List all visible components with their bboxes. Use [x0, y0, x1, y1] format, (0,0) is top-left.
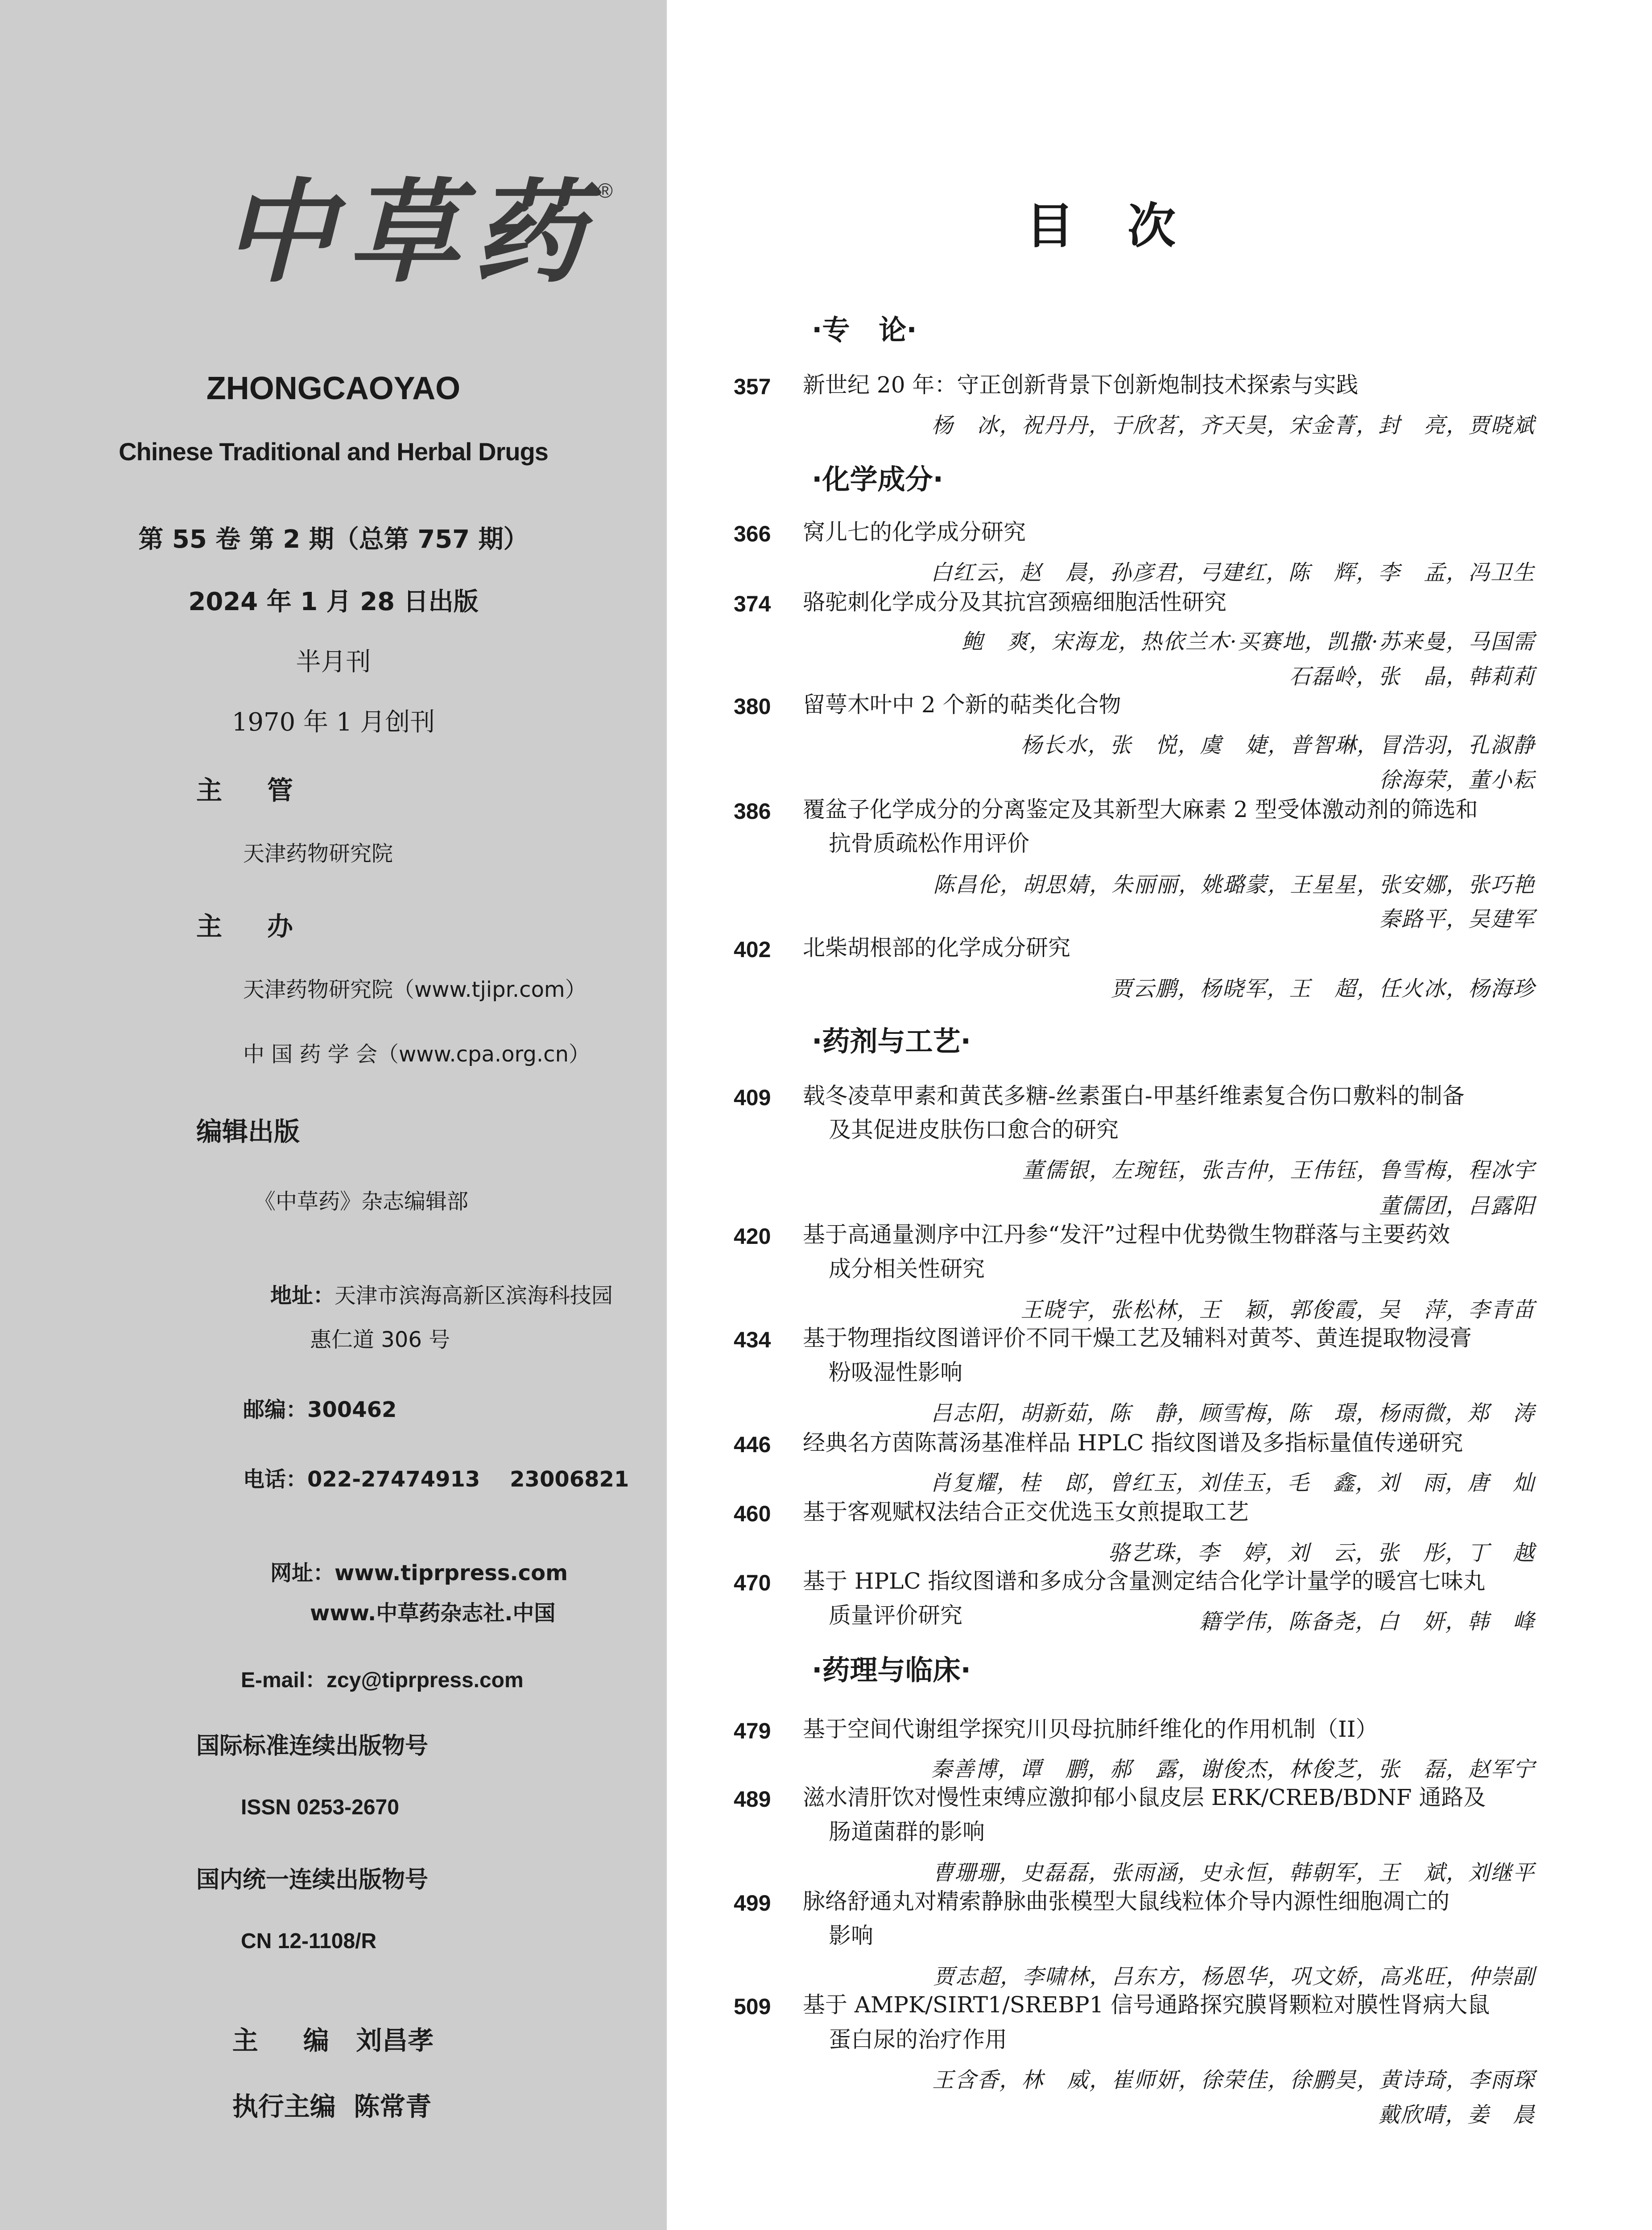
sponsor-label: 主 办	[196, 911, 293, 942]
issue-info: 第 55 卷 第 2 期（总第 757 期）	[138, 525, 529, 554]
logo-char: 草	[348, 166, 464, 297]
toc-authors: 骆艺珠，李 婷，刘 云，张 彤，丁 越	[1108, 1540, 1535, 1565]
toc-authors: 白红云，赵 晨，孙彦君，弓建红，陈 辉，李 孟，冯卫生	[930, 560, 1535, 585]
sponsor-1: 天津药物研究院（www.tjipr.com）	[243, 977, 586, 1002]
toc-article-title[interactable]: 基于空间代谢组学探究川贝母抗肺纤维化的作用机制（II）	[803, 1716, 1378, 1742]
toc-authors: 石磊岭，张 晶，韩莉莉	[1289, 664, 1535, 689]
executive-editor-name: 陈常青	[354, 2091, 432, 2122]
frequency: 半月刊	[296, 648, 371, 677]
toc-authors: 秦路平，吴建军	[1379, 907, 1535, 932]
toc-article-title[interactable]: 基于高通量测序中江丹参“发汗”过程中优势微生物群落与主要药效	[803, 1222, 1450, 1247]
founded-date: 1970 年 1 月创刊	[231, 708, 435, 737]
address	[243, 1253, 613, 1334]
toc-authors: 吕志阳，胡新茹，陈 静，顾雪梅，陈 璟，杨雨微，郑 涛	[930, 1401, 1535, 1426]
toc-page-number[interactable]: 509	[734, 1994, 771, 2019]
toc-article-title[interactable]: 基于 HPLC 指纹图谱和多成分含量测定结合化学计量学的暖宫七味丸	[803, 1568, 1486, 1594]
toc-authors: 杨 冰，祝丹丹，于欣茗，齐天昊，宋金菁，封 亮，贾晓斌	[931, 413, 1535, 438]
postcode: 邮编：300462	[243, 1397, 397, 1422]
toc-article-title[interactable]: 脉络舒通丸对精索静脉曲张模型大鼠线粒体介导内源性细胞凋亡的	[803, 1888, 1450, 1914]
toc-authors: 杨长水，张 悦，虞 婕，普智琳，冒浩羽，孔淑静	[1020, 733, 1535, 758]
toc-page-number[interactable]: 366	[734, 521, 771, 546]
website-link-1[interactable]: www.tiprpress.com	[335, 1561, 568, 1586]
toc-article-title[interactable]: 基于物理指纹图谱评价不同干燥工艺及辅料对黄芩、黄连提取物浸膏	[803, 1325, 1472, 1351]
toc-authors: 王晓宇，张松林，王 颖，郭俊霞，吴 萍，李青苗	[1020, 1297, 1535, 1322]
section-heading: ·专 论·	[812, 314, 917, 346]
toc-page-number[interactable]: 446	[734, 1432, 771, 1457]
toc-article-title[interactable]: 覆盆子化学成分的分离鉴定及其新型大麻素 2 型受体激动剂的筛选和	[803, 797, 1478, 822]
toc-authors: 董儒团，吕露阳	[1379, 1193, 1535, 1218]
toc-page-number[interactable]: 386	[734, 799, 771, 824]
toc-page-number[interactable]: 402	[734, 937, 771, 962]
issn: ISSN 0253-2670	[241, 1796, 399, 1819]
english-subtitle: Chinese Traditional and Herbal Drugs	[119, 438, 548, 466]
cn-number: CN 12-1108/R	[241, 1929, 377, 1953]
address-line-2: 惠仁道 306 号	[310, 1327, 450, 1352]
toc-article-title[interactable]: 载冬凌草甲素和黄芪多糖-丝素蛋白-甲基纤维素复合伤口敷料的制备	[803, 1083, 1465, 1109]
address-line-1: 天津市滨海高新区滨海科技园	[335, 1283, 613, 1308]
journal-logo	[223, 161, 613, 303]
toc-authors: 肖复耀，桂 郎，曾红玉，刘佳玉，毛 鑫，刘 雨，唐 灿	[929, 1470, 1535, 1495]
publication-date: 2024 年 1 月 28 日出版	[188, 587, 479, 616]
toc-article-title[interactable]: 北柴胡根部的化学成分研究	[803, 935, 1070, 961]
cn-label: 国内统一连续出版物号	[196, 1867, 429, 1893]
toc-article-title[interactable]: 滋水清肝饮对慢性束缚应激抑郁小鼠皮层 ERK/CREB/BDNF 通路及	[803, 1784, 1486, 1810]
toc-article-title[interactable]: 基于客观赋权法结合正交优选玉女煎提取工艺	[803, 1499, 1249, 1525]
toc-page-number[interactable]: 470	[734, 1570, 771, 1595]
toc-authors: 王含香，林 威，崔师妍，徐荣佳，徐鹏昊，黄诗琦，李雨琛	[932, 2068, 1535, 2093]
toc-article-title-cont[interactable]: 粉吸湿性影响	[829, 1359, 962, 1385]
toc-article-title[interactable]: 基于 AMPK/SIRT1/SREBP1 信号通路探究膜肾颗粒对膜性肾病大鼠	[803, 1992, 1490, 2018]
toc-authors: 董儒银，左琬钰，张吉仲，王伟钰，鲁雪梅，程冰宇	[1022, 1158, 1535, 1183]
section-heading: ·化学成分·	[812, 463, 944, 496]
section-heading: ·药理与临床·	[812, 1654, 971, 1686]
website-label: 网址：	[270, 1561, 335, 1586]
website-link-2[interactable]: www.中草药杂志社.中国	[310, 1601, 556, 1626]
toc-article-title-cont[interactable]: 抗骨质疏松作用评价	[829, 830, 1029, 856]
toc-article-title-cont[interactable]: 成分相关性研究	[829, 1256, 985, 1282]
toc-article-title-cont[interactable]: 及其促进皮肤伤口愈合的研究	[829, 1117, 1119, 1143]
logo-char: 药	[473, 166, 589, 297]
toc-authors: 籍学伟，陈备尧，白 妍，韩 峰	[1199, 1609, 1535, 1634]
toc-article-title[interactable]: 新世纪 20 年：守正创新背景下创新炮制技术探索与实践	[803, 372, 1359, 398]
toc-page-number[interactable]: 460	[734, 1501, 771, 1526]
toc-authors: 戴欣晴，姜 晨	[1378, 2102, 1535, 2127]
supervisor: 天津药物研究院	[243, 841, 393, 866]
toc-article-title-cont[interactable]: 质量评价研究	[829, 1602, 962, 1628]
toc-authors: 陈昌伦，胡思婧，朱丽丽，姚璐蒙，王星星，张安娜，张巧艳	[933, 872, 1535, 897]
toc-page-number[interactable]: 380	[734, 694, 771, 719]
toc-article-title-cont[interactable]: 影响	[829, 1923, 873, 1949]
toc-article-title[interactable]: 留萼木叶中 2 个新的萜类化合物	[803, 692, 1121, 718]
toc-title: 目次	[1026, 198, 1230, 254]
toc-article-title-cont[interactable]: 蛋白尿的治疗作用	[829, 2027, 1007, 2052]
toc-page-number[interactable]: 499	[734, 1891, 771, 1916]
executive-editor	[196, 2055, 431, 2153]
toc-authors: 曹珊珊，史磊磊，张雨涵，史永恒，韩朝军，王 斌，刘继平	[932, 1860, 1535, 1885]
toc-page-number[interactable]: 434	[734, 1327, 771, 1352]
section-heading: ·药剂与工艺·	[812, 1025, 971, 1057]
email-link[interactable]: E-mail：zcy@tiprpress.com	[241, 1668, 524, 1692]
issn-label: 国际标准连续出版物号	[196, 1733, 429, 1759]
chief-editor-label: 主 编	[232, 2025, 329, 2056]
toc-article-title[interactable]: 骆驼刺化学成分及其抗宫颈癌细胞活性研究	[803, 589, 1227, 615]
chief-editor-name: 刘昌孝	[356, 2025, 434, 2056]
english-title: ZHONGCAOYAO	[206, 371, 461, 406]
executive-editor-label: 执行主编	[232, 2091, 336, 2122]
address-label: 地址：	[270, 1283, 335, 1308]
toc-authors: 鲍 爽，宋海龙，热依兰木·买赛地，凯撒·苏来曼，马国需	[961, 629, 1535, 654]
toc-authors: 秦善博，谭 鹏，郝 露，谢俊杰，林俊芝，张 磊，赵军宁	[930, 1757, 1535, 1782]
journal-info-panel	[0, 0, 667, 2230]
toc-article-title[interactable]: 经典名方茵陈蒿汤基准样品 HPLC 指纹图谱及多指标量值传递研究	[803, 1430, 1463, 1456]
toc-authors: 贾志超，李啸林，吕东方，杨恩华，巩文娇，高兆旺，仲崇副	[933, 1964, 1535, 1989]
toc-article-title-cont[interactable]: 肠道菌群的影响	[829, 1819, 985, 1845]
toc-page-number[interactable]: 479	[734, 1718, 771, 1743]
toc-page-number[interactable]: 357	[734, 374, 771, 399]
toc-article-title[interactable]: 窝儿七的化学成分研究	[803, 519, 1026, 545]
toc-page-number[interactable]: 409	[734, 1085, 771, 1110]
logo-char: 中	[223, 166, 339, 297]
toc-page-number[interactable]: 489	[734, 1787, 771, 1812]
editor-publisher-label: 编辑出版	[196, 1116, 300, 1147]
supervisor-label: 主 管	[196, 775, 293, 805]
sponsor-2: 中 国 药 学 会（www.cpa.org.cn）	[243, 1042, 590, 1067]
toc-page-number[interactable]: 420	[734, 1224, 771, 1249]
toc-authors: 徐海荣，董小耘	[1379, 768, 1535, 793]
registered-mark: ®	[598, 179, 613, 202]
toc-authors: 贾云鹏，杨晓军，王 超，任火冰，杨海珍	[1111, 976, 1535, 1001]
phone: 电话：022-27474913 23006821	[243, 1467, 629, 1492]
editor-publisher: 《中草药》杂志编辑部	[254, 1189, 469, 1214]
toc-page-number[interactable]: 374	[734, 591, 771, 616]
